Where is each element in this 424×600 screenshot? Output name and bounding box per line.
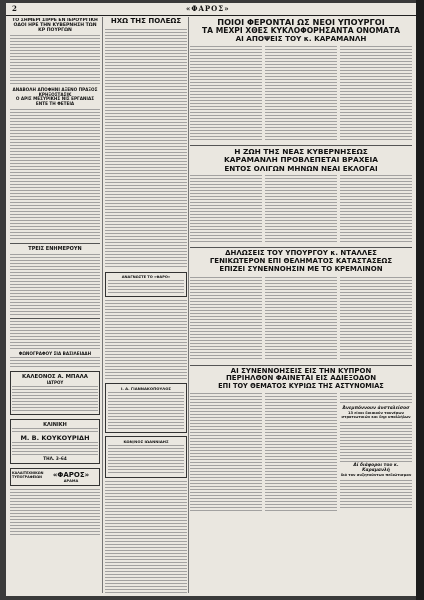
divider <box>190 145 412 146</box>
article-body <box>105 300 187 380</box>
ad-heading: ΚΩΝ/ΝΟΣ ΙΩΑΝΝΙΔΗΣ <box>123 438 169 444</box>
headline-3: ΑΙ ΑΠΟΨΕΙΣ ΤΟΥ κ. ΚΑΡΑΜΑΝΛΗ <box>235 34 367 44</box>
box-ad-2 <box>105 383 187 433</box>
masthead <box>6 3 416 16</box>
text-column <box>340 277 412 361</box>
newspaper-page <box>6 3 416 596</box>
ad-heading: ΤΡΕΙΣ ΕΝΗΜΕΡΟΥΝ <box>28 245 82 252</box>
scan-edge <box>416 0 424 600</box>
headline-9: ΕΠΙΖΕΙ ΣΥΝΕΝΝΟΗΣΙΝ ΜΕ ΤΟ ΚΡΕΜΛΙΝΟΝ <box>219 264 383 273</box>
subhead: Αί διάφοροι του κ. Καραμανλή <box>353 462 399 473</box>
headline-5: ΚΑΡΑΜΑΝΛΗ ΠΡΟΒΛΕΠΕΤΑΙ ΒΡΑΧΕΙΑ <box>224 155 378 165</box>
text-column <box>340 175 412 243</box>
column-headline: ΗΧΩ ΤΗΣ ΠΟΛΕΩΣ <box>110 18 182 25</box>
ad-heading: ΦΩΝΟΓΡΑΦΟΥ ΣΙΑ ΒΑΣΙΛΕΙΑΔΗ <box>18 350 92 356</box>
ad-name: Μ. Β. ΚΟΥΚΟΥΡΙΔΗ <box>20 433 90 442</box>
headline-6: ΕΝΤΟΣ ΟΛΙΓΩΝ ΜΗΝΩΝ ΝΕΑΙ ΕΚΛΟΓΑΙ <box>224 163 378 173</box>
ad-body <box>10 321 100 349</box>
ad-box-clinic <box>10 419 100 464</box>
text-column-right <box>340 393 412 513</box>
headline-4: Η ΖΩΗ ΤΗΣ ΝΕΑΣ ΚΥΒΕΡΝΗΣΕΩΣ <box>234 147 368 157</box>
ad-heading: ΚΑΛΕΟΝΟΣ Α. ΜΠΑΛΑ <box>22 373 88 380</box>
newspaper-name: «ΦΑΡΟΣ» <box>186 4 230 13</box>
article-body <box>105 29 187 269</box>
text-column <box>265 277 337 361</box>
text-column <box>265 46 337 141</box>
story-1-body <box>190 46 412 141</box>
ad-box-doctor <box>10 371 100 415</box>
article-body <box>10 109 100 241</box>
story-3-body <box>190 277 412 361</box>
ad-press-left <box>12 471 42 483</box>
column-second <box>105 18 187 593</box>
headline-7: ΔΗΛΩΣΕΙΣ ΤΟΥ ΥΠΟΥΡΓΟΥ κ. ΝΤΑΛΛΕΣ <box>225 249 377 258</box>
text-block <box>340 422 412 462</box>
text-column <box>190 46 262 141</box>
article-headline: ΑΝΑΒΟΛΗ ΑΠΟΦΗΝΙ ΑΞΕΝΟ ΠΡΑΞΟΣ ΚΡΗΞΟΣΤΑΣΙΚ <box>12 87 98 97</box>
ad-body <box>10 357 100 367</box>
subhead: Άνεμπόννουν άνσταλείσοσ <box>342 406 410 412</box>
divider <box>10 243 100 244</box>
ad-box-press <box>10 468 100 486</box>
ad-body <box>10 254 100 316</box>
article-body <box>10 489 100 535</box>
ad-body <box>12 428 98 434</box>
ad-phone: ΤΗΛ. 3–64 <box>43 455 67 461</box>
column-rule <box>188 17 189 593</box>
story-4-body <box>190 393 412 513</box>
ad-city: ΔΡΑΜΑ <box>63 478 79 483</box>
ad-body <box>12 442 98 456</box>
headline-11: ΠΕΡΙΗΛΘΟΝ ΦΑΙΝΕΤΑΙ ΕΙΣ ΑΔΙΕΞΟΔΟΝ <box>225 374 377 383</box>
text-column <box>190 277 262 361</box>
text-block <box>340 480 412 510</box>
column-left <box>10 18 100 593</box>
ad-heading: ΚΑΛΑΙΤΕΧΝΙΚΩΝ ΤΥΠΟΓΡΑΦΕΙΩΝ <box>12 470 44 479</box>
subhead-detail: 13 είναι δικαιούν τουνέρων στρατιωτικών και δηρ υπαλλήλων <box>341 411 411 419</box>
headline-1: ΠΟΙΟΙ ΦΕΡΟΝΤΑΙ ΩΣ ΝΕΟΙ ΥΠΟΥΡΓΟΙ <box>217 18 385 27</box>
text-column <box>265 393 337 513</box>
story-2-body <box>190 175 412 243</box>
notice-heading: ΑΝΑΓΝΩΣΤΕ ΤΟ «ΦΑΡΟ» <box>121 274 171 279</box>
headline-2: ΤΑ ΜΕΧΡΙ ΧΘΕΣ ΚΥΚΛΟΦΟΡΗΣΑΝΤΑ ΟΝΟΜΑΤΑ <box>202 26 400 36</box>
box-notice <box>105 272 187 297</box>
divider <box>190 365 412 366</box>
main-stories <box>190 18 412 593</box>
text-column <box>340 46 412 141</box>
article-body <box>105 481 187 593</box>
ad-heading: Ι. Α. ΓΙΑΝΝΑΚΟΠΟΥΛΟΣ <box>120 385 172 391</box>
page-number: 2 <box>12 4 17 13</box>
divider <box>190 247 412 248</box>
text-column <box>190 175 262 243</box>
article-headline: ΤΟ ΣΗΜΕΡΙ ΣΙΡΡΕ ΕΝ ΙΕΡΟΥΡΓΙΚΗ ΟΔΟΙ ΗΡΕ ΤΗΝ ΚΥΒΕΡΝΗΣΗ ΤΩΝ ΚΡ ΠΟΥΡΓΩΝ <box>12 18 98 34</box>
headline-10: ΑΙ ΣΥΝΕΝΝΟΗΣΕΙΣ ΕΙΣ ΤΗΝ ΚΥΠΡΟΝ <box>230 366 372 375</box>
ad-body <box>12 386 98 412</box>
headline-12: ΕΠΙ ΤΟΥ ΘΕΜΑΤΟΣ ΚΥΡΙΩΣ ΤΗΣ ΑΣΤΥΝΟΜΙΑΣ <box>218 381 384 390</box>
subhead-detail: διά τον συζητούντων πεδιώτισμον <box>340 472 412 477</box>
divider <box>10 318 100 319</box>
ad-subheading: ΙΑΤΡΟΥ <box>46 379 64 385</box>
ad-heading: ΚΛΙΝΙΚΗ <box>43 421 67 428</box>
box-ad-3 <box>105 436 187 478</box>
article-body <box>10 35 100 85</box>
ad-name: «ΦΑΡΟΣ» <box>52 470 90 479</box>
column-rule <box>102 17 103 593</box>
ad-body <box>108 445 184 475</box>
headline-8: ΓΕΝΙΚΩΤΕΡΟΝ ΕΠΙ ΘΕΛΗΜΑΤΟΣ ΚΑΤΑΣΤΑΣΕΩΣ <box>209 257 393 266</box>
notice-body <box>108 280 184 294</box>
text-column <box>190 393 262 513</box>
article-headline: Ο ΑΡΙΣ ΜΕΣΥΡΙΚΗΣ ΝΙΣ ΕΡΓΑΝΙΑΣ ΕΝΤΕ ΤΗ ΦΕΤΕΙΑ <box>15 96 95 106</box>
ad-body <box>108 392 184 430</box>
text-column <box>265 175 337 243</box>
ad-press-right <box>44 471 98 483</box>
text-block <box>340 393 412 405</box>
